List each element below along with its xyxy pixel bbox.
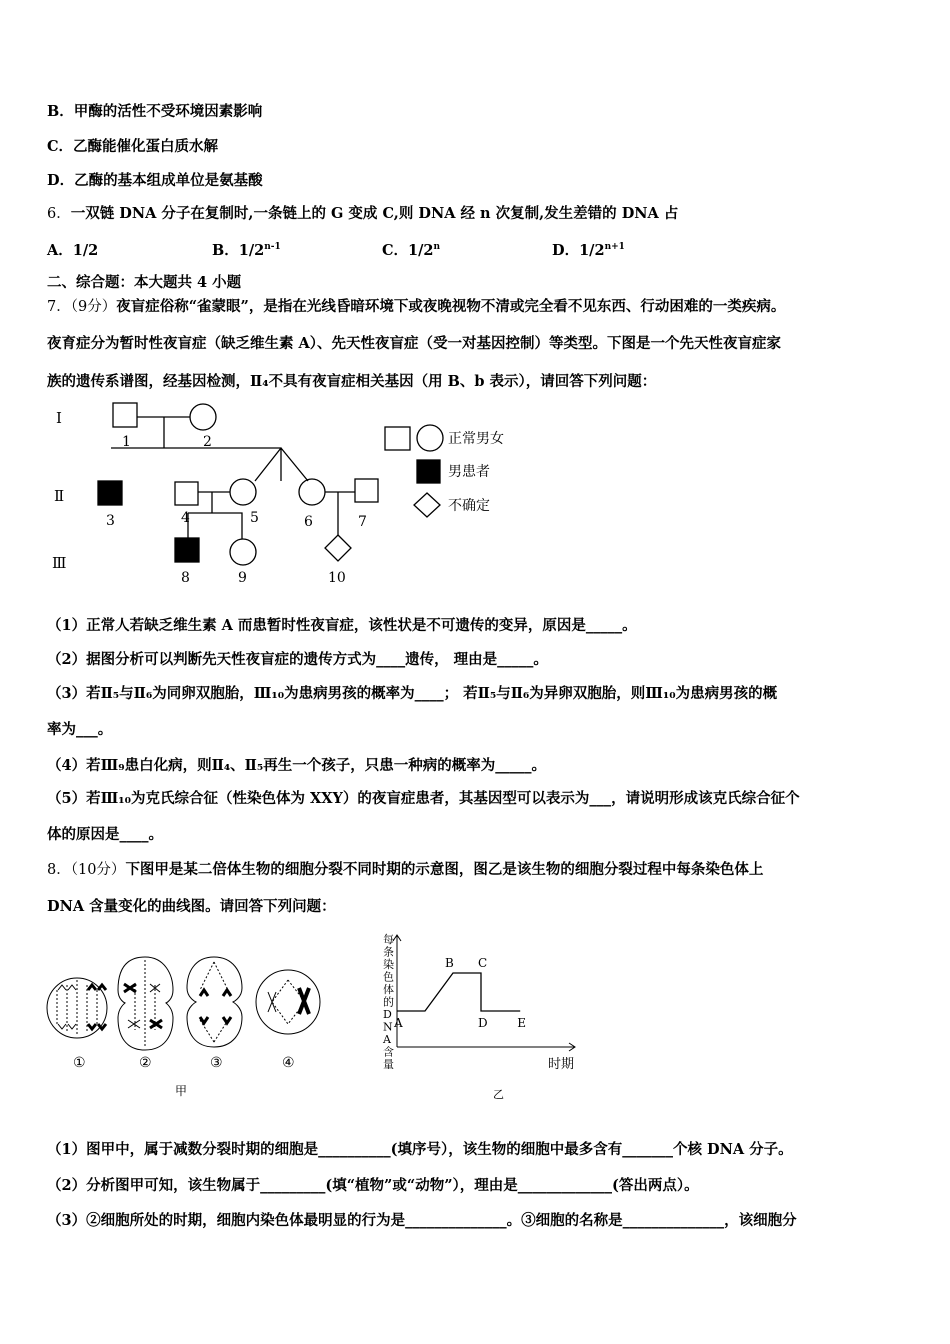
individual-II5 [230,479,256,505]
legend-text-affected: 男患者 [448,464,490,480]
q7-line2: 夜育症分为暂时性夜盲症（缺乏维生素 A）、先天性夜盲症（受一对基因控制）等类型。下图是一个先天性夜盲症家 [47,335,782,352]
figure-jia-cell-division [40,930,370,1105]
individual-II6 [299,479,325,505]
cell-label-1: ① [73,1055,86,1071]
q8-sub1: （1）图甲中，属于减数分裂时期的细胞是__________(填序号），该生物的细胞中最多含有_______个核 DNA 分子。 [47,1141,793,1158]
cell-label-2: ② [139,1055,152,1071]
q8-sub2: （2）分析图甲可知，该生物属于_________(填“植物”或“动物”），理由是_____________(答出两点）。 [47,1177,699,1194]
q6-option-a: A．1/2 [47,242,99,259]
q7-line3: 族的遗传系谱图，经基因检测，Ⅱ₄不具有夜盲症相关基因（用 B、b 表示），请回答下列问题： [47,373,657,390]
point-label-B: B [445,956,454,970]
svg-text:10: 10 [328,570,346,586]
chart-axes [393,935,575,1051]
q7-sub1: （1）正常人若缺乏维生素 A 而患暂时性夜盲症，该性状是不可遗传的变异，原因是_____。 [47,617,637,634]
q5-option-c: C．乙酶能催化蛋白质水解 [47,138,219,155]
section-heading: 二、综合题：本大题共 4 小题 [47,274,242,291]
individual-II7 [355,479,378,502]
individual-II4 [175,482,198,505]
legend-normal-female-icon [417,425,443,451]
q8-sub3: （3）②细胞所处的时期，细胞内染色体最明显的行为是______________。③细胞的名称是______________，该细胞分 [47,1212,797,1229]
legend-affected-male-icon [417,460,440,483]
q6-option-d: D．$1/2^{n+1}$ [552,242,625,259]
q6-option-c: C．1/2$^n$ [382,242,441,259]
q6-stem [47,204,678,224]
q6-option-b: B．1/2$^{n-1}$ [212,242,281,259]
q8-line1: 8．（10分）下图甲是某二倍体生物的细胞分裂不同时期的示意图，图乙是该生物的细胞分裂过程中每条染色体上 [47,861,764,878]
q6-number: 6． [47,206,71,222]
svg-text:8: 8 [181,570,190,586]
q7-line1: 7．（9分）夜盲症俗称“雀蒙眼”，是指在光线昏暗环境下或夜晚视物不清或完全看不见东西、行动困难的一类疾病。 [47,298,786,315]
legend-text-normal: 正常男女 [448,431,504,447]
individual-I2 [190,404,216,430]
x-axis-label: 时期 [548,1057,575,1072]
cell-4 [256,970,320,1034]
q5-option-b: B．甲酶的活性不受环境因素影响 [47,103,263,120]
figure-yi-dna-chart [380,925,600,1105]
svg-text:1: 1 [122,434,131,450]
figure-jia-caption: 甲 [175,1084,188,1098]
q8-line2: DNA 含量变化的曲线图。请回答下列问题： [47,898,336,915]
individual-II3 [98,481,122,505]
point-label-E: E [517,1016,526,1030]
svg-text:4: 4 [181,510,190,526]
y-label-char: 色 [383,970,394,984]
individual-III10 [325,535,351,561]
q7-sub3-cont: 率为___。 [47,721,113,738]
dna-content-line [397,973,520,1011]
q7-sub2: （2）据图分析可以判断先天性夜盲症的遗传方式为____遗传， 理由是_____。 [47,651,548,668]
legend-uncertain-icon [414,493,440,517]
point-label-A: A [394,1016,403,1030]
gen-label-1: Ⅰ [56,409,62,427]
y-label-char: D [383,1008,392,1021]
y-label-char: 条 [383,945,394,959]
y-label-char: 体 [383,983,394,996]
individual-III9 [230,539,256,565]
y-label-char: 量 [383,1058,394,1071]
cell-label-3: ③ [210,1055,223,1071]
q7-sub4: （4）若Ⅲ₉患白化病，则Ⅱ₄、Ⅱ₅再生一个孩子，只患一种病的概率为_____。 [47,757,546,774]
y-label-char: N [383,1020,393,1034]
y-label-char: 的 [383,995,394,1009]
y-label-char: A [383,1033,391,1046]
svg-text:3: 3 [106,513,115,529]
cell-3 [187,957,242,1047]
y-axis-label [382,932,394,1071]
svg-text:5: 5 [250,510,259,526]
individual-III8 [175,538,199,562]
legend-normal-male-icon [385,427,410,450]
figure-yi-caption: 乙 [493,1088,504,1101]
individual-I1 [113,403,137,427]
svg-text:9: 9 [238,570,247,586]
y-label-char: 染 [383,958,394,971]
svg-text:6: 6 [304,514,313,530]
svg-text:2: 2 [203,434,212,450]
svg-text:7: 7 [358,514,367,530]
point-label-D: D [478,1016,488,1030]
q7-sub5-cont: 体的原因是____。 [47,826,163,843]
q6-text: 一双链 DNA 分子在复制时,一条链上的 G 变成 C,则 DNA 经 n 次复制,发生差错的 DNA 占 [70,205,679,222]
legend-text-uncertain: 不确定 [448,498,490,514]
q5-option-d: D．乙酶的基本组成单位是氨基酸 [47,172,263,189]
gen-label-3: Ⅲ [52,554,67,572]
point-label-C: C [478,956,488,970]
cell-label-4: ④ [282,1055,295,1071]
y-label-char: 每 [383,933,394,946]
pedigree-chart [40,395,600,595]
q7-sub3: （3）若Ⅱ₅与Ⅱ₆为同卵双胞胎，Ⅲ₁₀为患病男孩的概率为____； 若Ⅱ₅与Ⅱ₆为异卵双胞胎，则Ⅲ₁₀为患病男孩的概 [47,685,778,702]
gen-label-2: Ⅱ [54,487,65,505]
y-label-char: 含 [383,1045,394,1059]
q7-sub5: （5）若Ⅲ₁₀为克氏综合征（性染色体为 XXY）的夜盲症患者，其基因型可以表示为___，请说明形成该克氏综合征个 [47,790,800,807]
